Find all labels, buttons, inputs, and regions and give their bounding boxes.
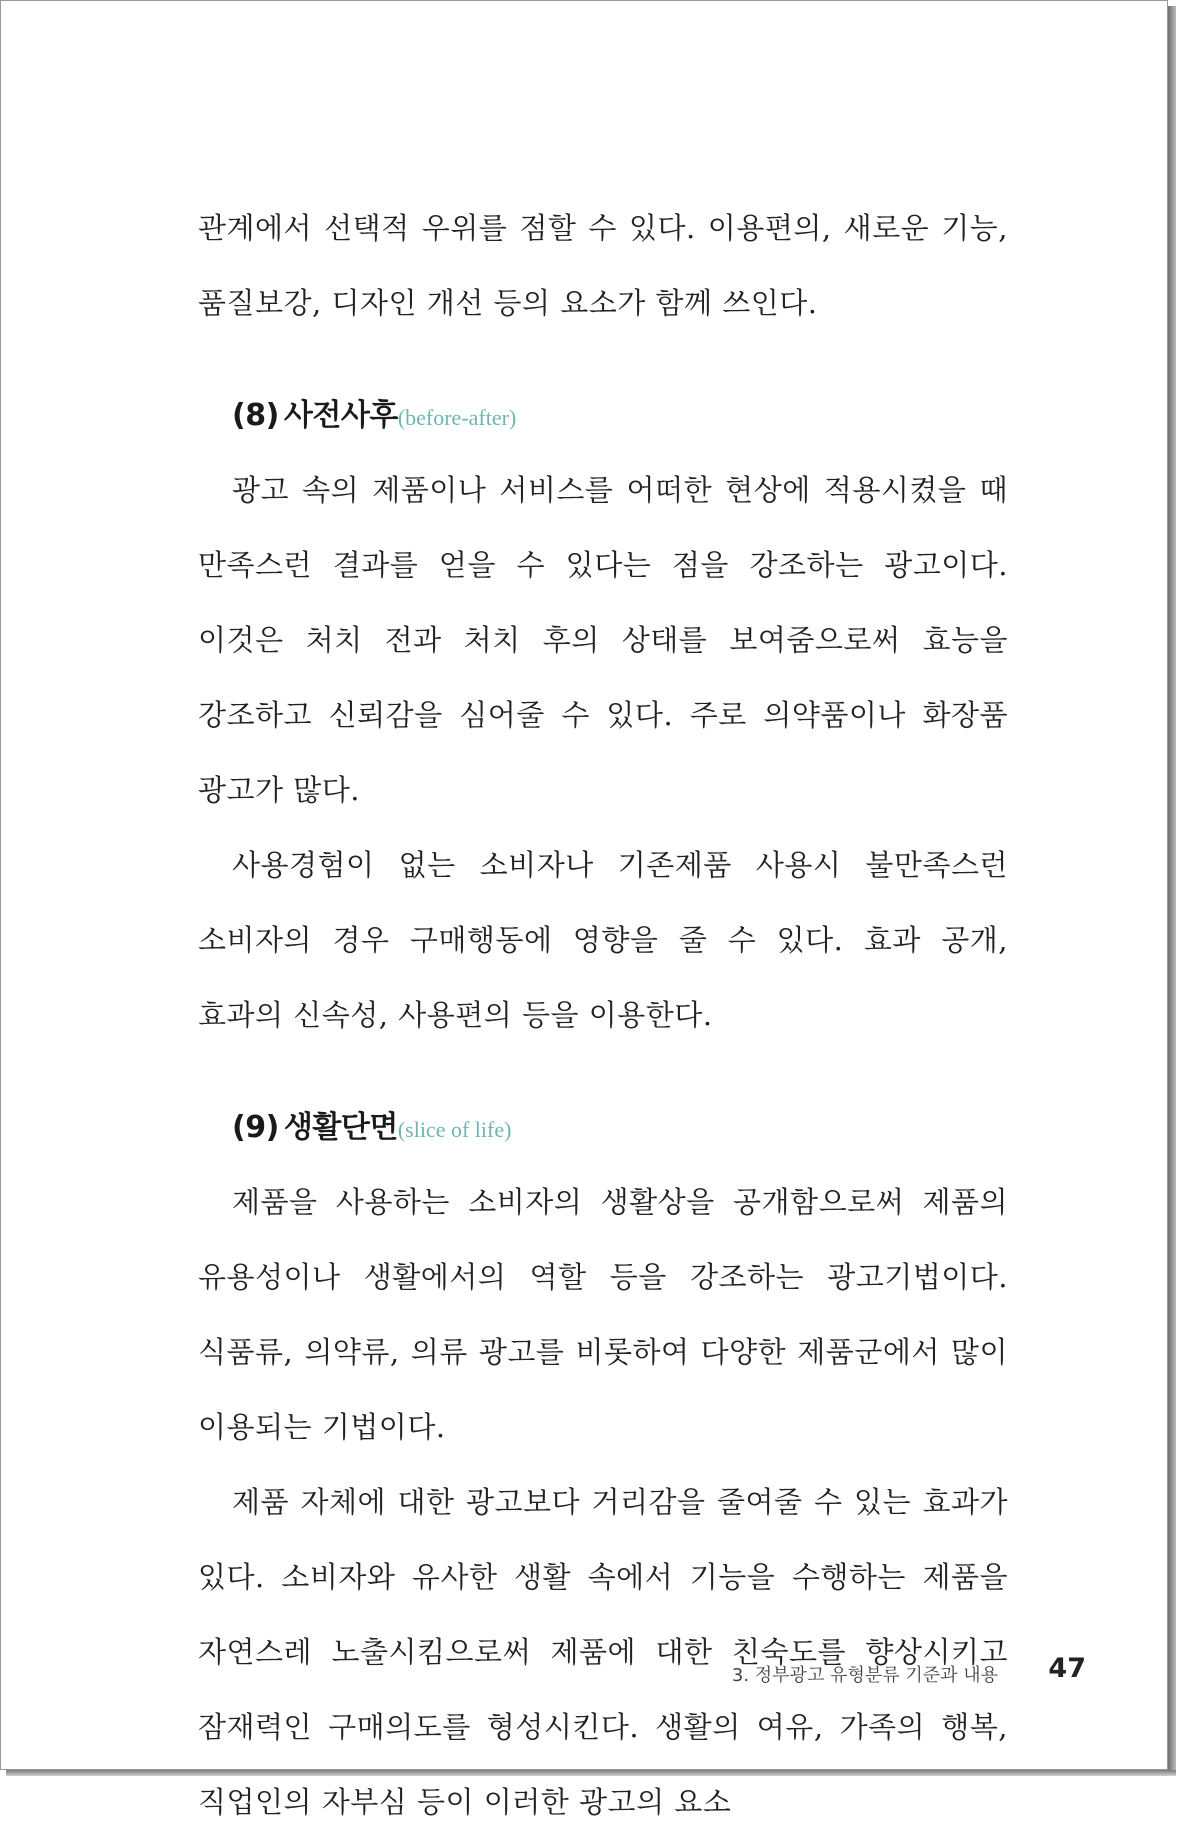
body-paragraph: 광고 속의 제품이나 서비스를 어떠한 현상에 적용시켰을 때 만족스런 결과를 얻을 수 있다는 점을 강조하는 광고이다. 이것은 처치 전과 처치 후의 상태를 보여줌으로써 효능을 강조하고 신뢰감을 심어줄 수 있다. 주로 의약품이나 화장품 광고가 많다.: [198, 473, 1008, 807]
body-paragraph: 사용경험이 없는 소비자나 기존제품 사용시 불만족스런 소비자의 경우 구매행동에 영향을 줄 수 있다. 효과 공개, 효과의 신속성, 사용편의 등을 이용한다.: [198, 848, 1008, 1032]
page-edge-shadow: [1168, 6, 1176, 1770]
page-edge-shadow: [6, 1770, 1176, 1776]
body-paragraph: 제품을 사용하는 소비자의 생활상을 공개함으로써 제품의 유용성이나 생활에서의 역할 등을 강조하는 광고기법이다. 식품류, 의약류, 의류 광고를 비롯하여 다양한 제품군에서 많이 이용되는 기법이다.: [198, 1185, 1008, 1444]
section-gap: [198, 341, 1008, 378]
running-footer-chapter: 3. 정부광고 유형분류 기준과 내용: [731, 1665, 998, 1686]
body-paragraph: 제품 자체에 대한 광고보다 거리감을 줄여줄 수 있는 효과가 있다. 소비자와 유사한 생활 속에서 기능을 수행하는 제품을 자연스레 노출시킴으로써 제품에 대한 친숙도를 향상시키고 잠재력인 구매의도를 형성시킨다. 생활의 여유, 가족의 행복, 직업인의 자부심 등이 이러한 광고의 요소: [198, 1485, 1008, 1819]
section-subtitle: (slice of life): [397, 1117, 512, 1142]
section-gap: [198, 1053, 1008, 1090]
section-heading-8: [198, 378, 1008, 453]
section-subtitle: (before-after): [397, 405, 517, 430]
page-content: [198, 191, 1008, 1840]
body-paragraph: 관계에서 선택적 우위를 점할 수 있다. 이용편의, 새로운 기능, 품질보강, 디자인 개선 등의 요소가 함께 쓰인다.: [198, 211, 1008, 320]
section-title: 사전사후: [283, 398, 398, 433]
section-number: (9): [232, 1110, 279, 1145]
page-footer: [601, 1653, 1091, 1693]
section-heading-9: [198, 1090, 1008, 1165]
section-title: 생활단면: [283, 1110, 398, 1145]
page-number: 47: [1048, 1653, 1086, 1684]
section-number: (8): [232, 398, 279, 433]
